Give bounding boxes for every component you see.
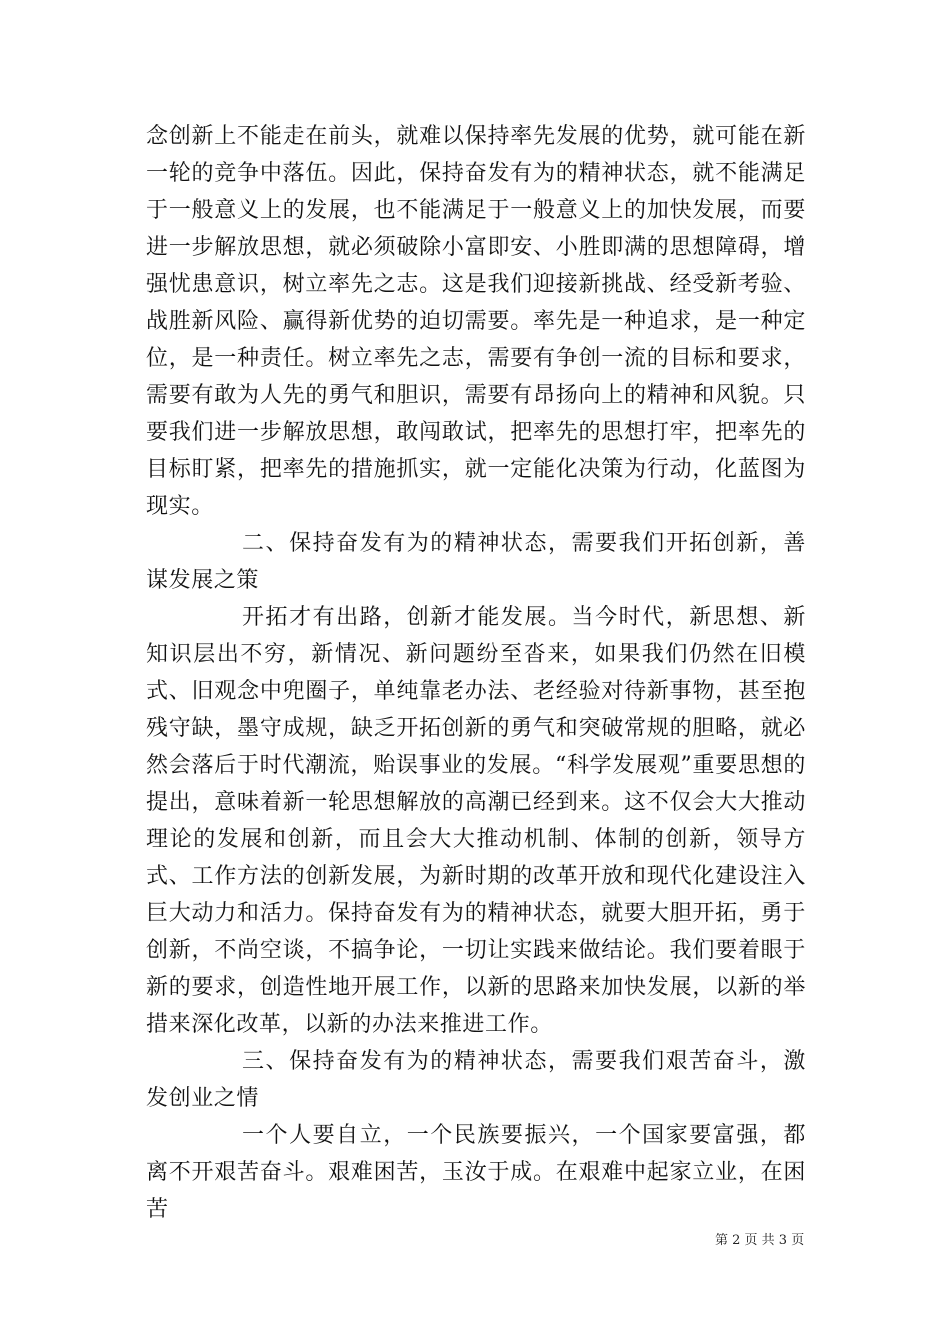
body-paragraph: 念创新上不能走在前头，就难以保持率先发展的优势，就可能在新一轮的竞争中落伍。因此，保持奋发有为的精神状态，就不能满足于一般意义上的发展，也不能满足于一般意义上的加快发展，而要进一步解放思想，就必须破除小富即安、小胜即满的思想障碍，增强忧患意识，树立率先之志。这是我们迎接新挑战、经受新考验、战胜新风险、赢得新优势的迫切需要。率先是一种追求，是一种定位，是一种责任。树立率先之志，需要有争创一流的目标和要求，需要有敢为人先的勇气和胆识，需要有昂扬向上的精神和风貌。只要我们进一步解放思想，敢闯敢试，把率先的思想打牢，把率先的目标盯紧，把率先的措施抓实，就一定能化决策为行动，化蓝图为现实。 xyxy=(146,124,806,519)
page-number-footer: 第 2 页 共 3 页 xyxy=(715,1233,805,1248)
section-heading-3: 三、保持奋发有为的精神状态，需要我们艰苦奋斗，激发创业之情 xyxy=(146,1049,806,1111)
document-body xyxy=(146,118,806,1228)
body-paragraph: 一个人要自立，一个民族要振兴，一个国家要富强，都离不开艰苦奋斗。艰难困苦，玉汝于成。在艰难中起家立业，在困苦 xyxy=(146,1123,806,1222)
body-paragraph: 开拓才有出路，创新才能发展。当今时代，新思想、新知识层出不穷，新情况、新问题纷至沓来，如果我们仍然在旧模式、旧观念中兜圈子，单纯靠老办法、老经验对待新事物，甚至抱残守缺，墨守成规，缺乏开拓创新的勇气和突破常规的胆略，就必然会落后于时代潮流，贻误事业的发展。“科学发展观”重要思想的提出，意味着新一轮思想解放的高潮已经到来。这不仅会大大推动理论的发展和创新，而且会大大推动机制、体制的创新，领导方式、工作方法的创新发展，为新时期的改革开放和现代化建设注入巨大动力和活力。保持奋发有为的精神状态，就要大胆开拓，勇于创新，不尚空谈，不搞争论，一切让实践来做结论。我们要着眼于新的要求，创造性地开展工作，以新的思路来加快发展，以新的举措来深化改革，以新的办法来推进工作。 xyxy=(146,605,806,1037)
section-heading-2: 二、保持奋发有为的精神状态，需要我们开拓创新，善谋发展之策 xyxy=(146,531,806,593)
